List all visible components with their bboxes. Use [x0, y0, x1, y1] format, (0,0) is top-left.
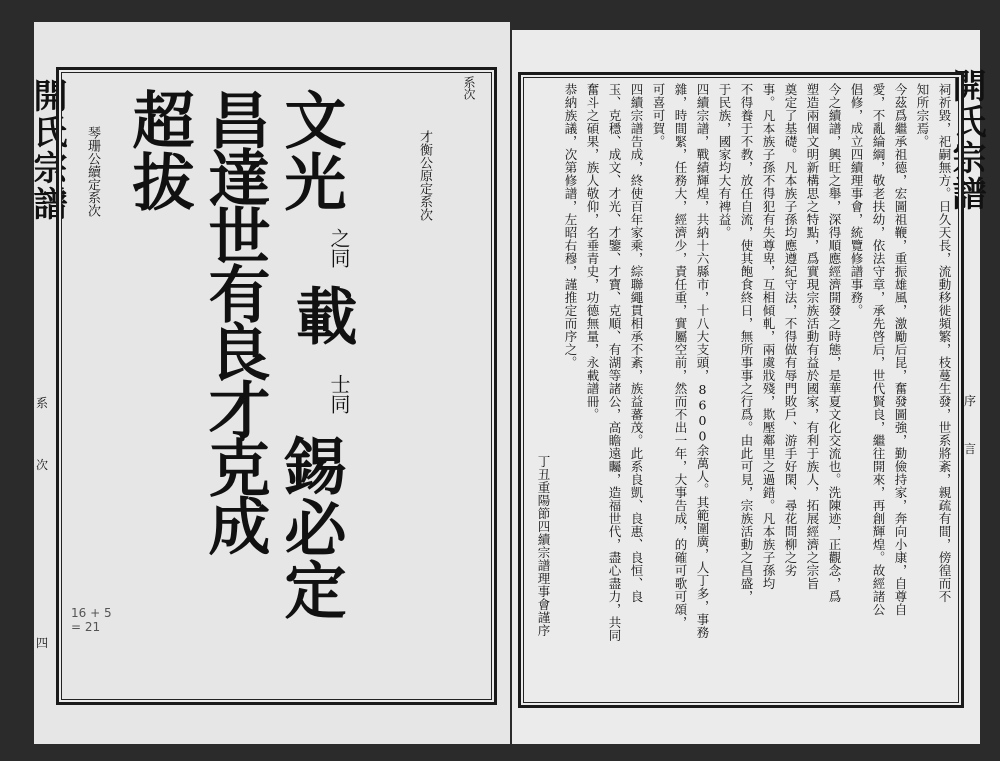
col1-note: 之同 [327, 228, 351, 268]
note-side: 琴珊公續定系次 [85, 126, 100, 217]
preface-column: 愛，不亂綸綱，敬老扶幼，依法守章，承先啓后，世代賢良，繼往開來，再創輝煌。故經諸公 [871, 83, 886, 616]
preface-column: 知所宗焉。 [915, 83, 930, 148]
preface-column: 不得養于不教，放任自流，使其飽食終日，無所事事之行爲。由此可見，宗族活動之昌盛， [739, 83, 754, 603]
col2-text: 載 [285, 284, 358, 346]
left-margin-label-2: 次 [36, 458, 49, 472]
header-xici: 系次 [462, 76, 476, 100]
col4-text: 超拔 [122, 88, 195, 212]
edge-title-left: 開氏宗譜 [27, 78, 67, 222]
preface-column: 今茲爲繼承祖德，宏圖祖鞭，重振雄風，激勵后昆，奮發圖強，勤儉持家，奔向小康，自尊自 [893, 83, 908, 616]
col3-text: 昌達世有良才克成 [198, 88, 271, 552]
preface-column: 于民族，國家均大有裨益。 [717, 83, 732, 239]
preface-column: 恭納族議，次第修譜，左昭右穆，謹推定而序之。 [563, 83, 578, 369]
col2-note: 士同 [327, 374, 351, 414]
right-margin-label-2: 言 [964, 442, 977, 456]
preface-column: 四續宗譜，戰績輝煌，共納十六縣市，十八大支頭，8600余萬人。其範圍廣，人丁多，事務 [695, 83, 710, 639]
preface-column: 四續宗譜告成，終使百年家乘，綜聯繩貫相承不紊，族益蕃茂。此系良凱、良惠、良恒、良 [629, 83, 644, 603]
preface-column: 今之續譜，興旺之舉，深得順應經濟開發之時態，是華夏文化交流也。洗陳迹，正觀念，爲 [827, 83, 842, 603]
col1-text: 文光 [274, 88, 347, 212]
preface-column: 塑造兩個文明新構思之特點，爲實現宗族活動有益於國家，有利于族人，拓展經濟之宗旨 [805, 83, 820, 590]
preface-signature: 丁丑重陽節四續宗譜理事會謹序 [536, 455, 551, 637]
preface-column: 祠祈毀，祀嗣無方。日久天長，流動移徙頻繁，枝蔓生發，世系將紊，親疏有間，傍徨而不 [937, 83, 952, 603]
preface-column: 奠定了基礎。凡本族子孫均應遵紀守法，不得做有辱門敗戶、游手好閑、尋花問柳之劣 [783, 83, 798, 577]
preface-column: 可喜可賀。 [651, 83, 666, 148]
preface-column: 倡修，成立四續理事會，統覽修譜事務。 [849, 83, 864, 317]
preface-column: 玉、克穩、成文、才光、才鑒、才寶、克順、有湖等諸公，高瞻遠矚，造福世代，盡心盡力，共同 [607, 83, 622, 642]
right-frame [518, 72, 964, 708]
handwritten-note: 16 + 5 = 21 [71, 606, 112, 634]
left-page [27, 22, 510, 744]
preface-column: 奮斗之碩果，族人敬仰，名垂青史，功德無量，永載譜冊。 [585, 83, 600, 421]
right-page [512, 30, 986, 744]
right-margin-label-1: 序 [964, 394, 977, 408]
preface-column: 事。凡本族子孫不得犯有失尊卑，互相傾軋，兩虞戕殘，欺壓鄰里之過錯。凡本族子孫均 [761, 83, 776, 590]
note-main: 才衡公原定系次 [417, 130, 432, 221]
left-frame [56, 67, 497, 705]
preface-column: 雜，時間緊，任務大，經濟少，責任重，實屬空前，然而不出一年，大事告成，的確可歌可頌， [673, 83, 688, 629]
left-margin-number: 四 [36, 636, 49, 650]
edge-title-right: 開氏宗譜 [946, 68, 986, 212]
col2-tail: 錫必定 [274, 434, 347, 620]
left-margin-label-1: 系 [36, 396, 49, 410]
